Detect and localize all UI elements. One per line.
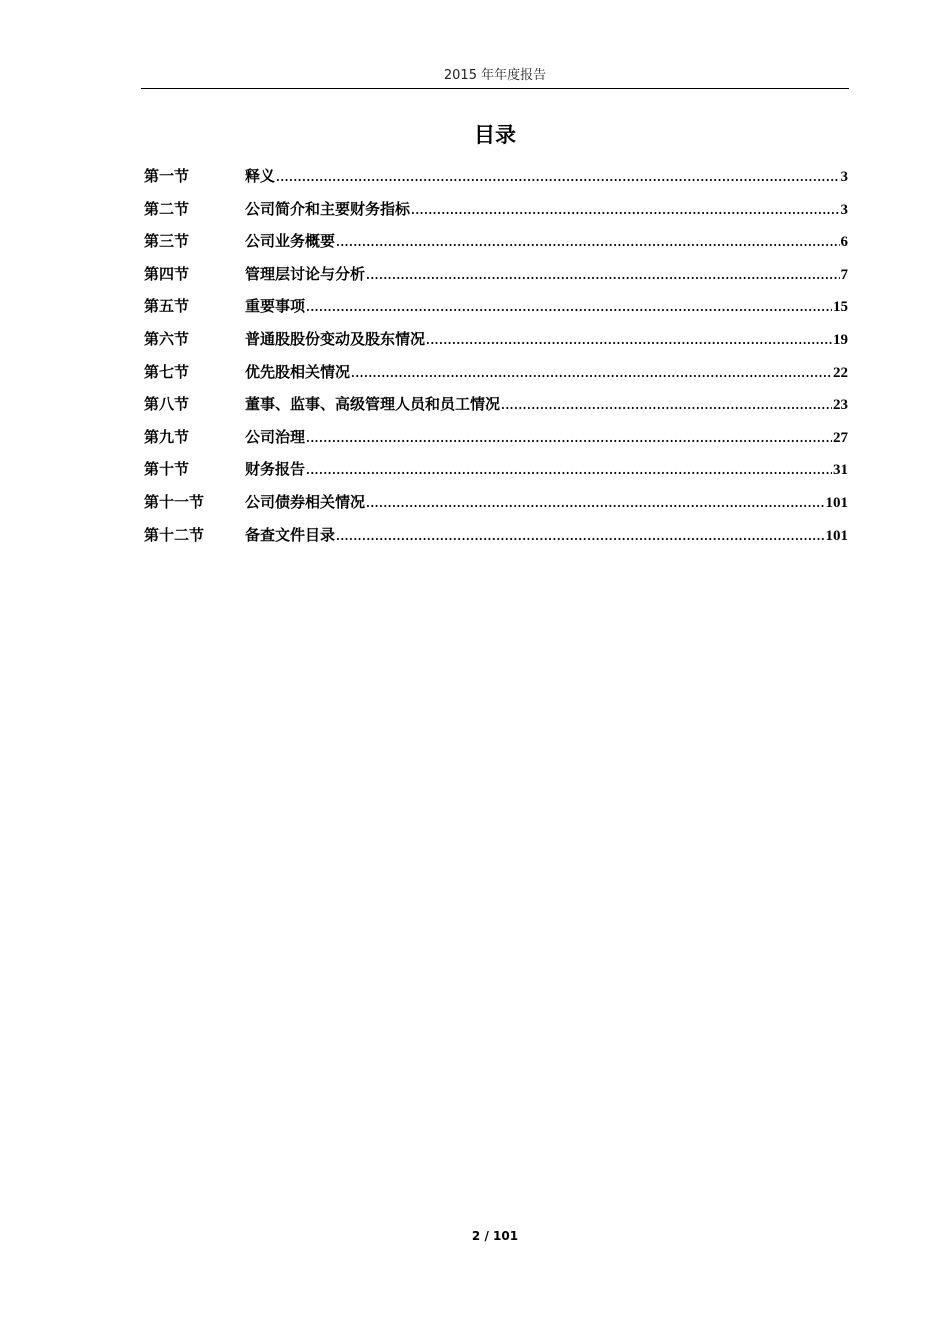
toc-section-title: 公司治理 (245, 427, 306, 446)
toc-dot-leader (336, 524, 824, 550)
toc-section-number: 第五节 (144, 297, 190, 316)
toc-page-number: 22 (833, 364, 848, 381)
toc-section-number: 第三节 (144, 232, 190, 251)
toc-entry[interactable] (144, 196, 848, 229)
toc-section-number: 第十二节 (144, 525, 205, 544)
toc-section-number: 第九节 (144, 427, 190, 446)
toc-dot-leader (336, 230, 839, 256)
toc-section-number: 第一节 (144, 167, 190, 185)
toc-section-title: 财务报告 (245, 460, 306, 479)
toc-entry[interactable] (144, 391, 848, 424)
toc-page-number: 101 (825, 494, 848, 511)
toc-section-title: 公司简介和主要财务指标 (245, 199, 411, 218)
toc-entry[interactable] (144, 261, 848, 294)
toc-dot-leader (426, 328, 832, 354)
table-of-contents (144, 163, 848, 554)
toc-section-number: 第十节 (144, 460, 190, 479)
toc-entry[interactable] (144, 163, 848, 196)
toc-section-number: 第八节 (144, 395, 190, 414)
toc-dot-leader (366, 263, 839, 289)
toc-entry[interactable] (144, 326, 848, 359)
toc-section-title: 备查文件目录 (245, 525, 336, 544)
toc-dot-leader (411, 198, 839, 224)
toc-section-title: 优先股相关情况 (245, 362, 351, 381)
toc-page-number: 15 (833, 299, 848, 316)
toc-page-number: 6 (840, 234, 848, 251)
toc-section-title: 普通股股份变动及股东情况 (245, 329, 426, 348)
toc-page-number: 27 (833, 429, 848, 446)
toc-dot-leader (306, 295, 832, 321)
toc-dot-leader (501, 393, 832, 419)
page-number-footer: 2 / 101 (471, 1229, 519, 1243)
toc-page-number: 101 (825, 527, 848, 544)
toc-page-number: 31 (833, 462, 848, 479)
toc-entry[interactable] (144, 522, 848, 555)
page-header: 2015 年年度报告 (141, 66, 849, 89)
page-title: 目录 (474, 123, 516, 147)
toc-entry[interactable] (144, 456, 848, 489)
toc-page-number: 19 (833, 331, 848, 348)
toc-page-number: 7 (840, 266, 848, 283)
toc-section-title: 重要事项 (245, 297, 306, 316)
toc-entry[interactable] (144, 424, 848, 457)
toc-entry[interactable] (144, 293, 848, 326)
toc-dot-leader (306, 426, 832, 452)
toc-section-number: 第二节 (144, 199, 190, 218)
toc-section-number: 第四节 (144, 264, 190, 283)
toc-section-title: 董事、监事、高级管理人员和员工情况 (245, 395, 501, 414)
toc-dot-leader (366, 491, 824, 517)
toc-entry[interactable] (144, 359, 848, 392)
toc-section-number: 第七节 (144, 362, 190, 381)
toc-section-title: 公司业务概要 (245, 232, 336, 251)
toc-section-title: 释义 (245, 167, 276, 185)
toc-section-number: 第六节 (144, 329, 190, 348)
toc-page-number: 3 (840, 201, 848, 218)
toc-page-number: 3 (840, 169, 848, 185)
toc-section-title: 公司债券相关情况 (245, 492, 366, 511)
toc-section-title: 管理层讨论与分析 (245, 264, 366, 283)
toc-entry[interactable] (144, 228, 848, 261)
toc-section-number: 第十一节 (144, 492, 205, 511)
toc-page-number: 23 (833, 397, 848, 414)
toc-dot-leader (306, 458, 832, 484)
toc-entry[interactable] (144, 489, 848, 522)
toc-dot-leader (276, 165, 839, 191)
toc-dot-leader (351, 361, 832, 387)
